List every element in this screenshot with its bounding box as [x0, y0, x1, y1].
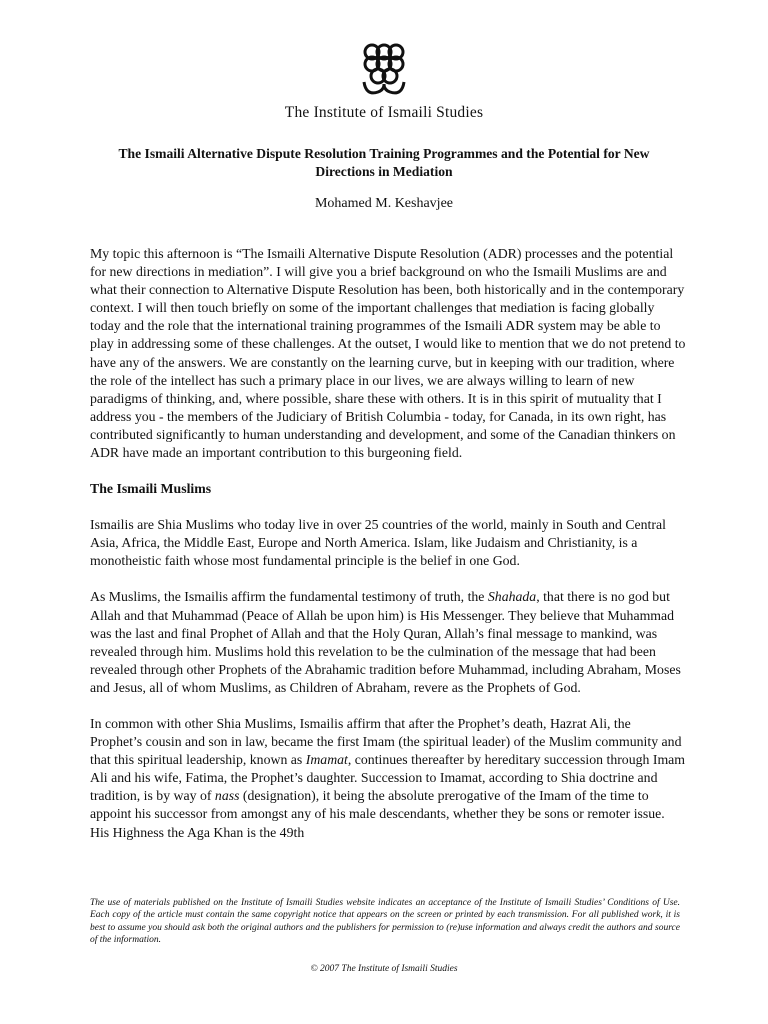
paragraph-text: , continues thereafter by hereditary succession through Imam Ali and his wife, Fatima, the Prophet’s daughter. Succession to Imamat, according to Shia doctrine and tradition, is by way of	[90, 752, 686, 804]
paragraph-imamat	[90, 715, 686, 842]
paragraph-text: In common with other Shia Muslims, Ismailis affirm that after the Prophet’s death, Hazrat Ali, the Prophet’s cousin and son in law, became the first Imam (the spiritual leader) of the Muslim community and that this spiritual leadership, known as	[90, 715, 682, 768]
ismaili-knot-logo-icon	[356, 42, 412, 102]
section-heading: The Ismaili Muslims	[90, 481, 212, 497]
italic-term-shahada: Shahada	[487, 589, 537, 605]
paragraph-text: (designation), it being the absolute prerogative of the Imam of the time to appoint his successor from amongst any of his male descendants, whether they be sons or remoter issue. His Highness the Aga Khan is the 49th	[90, 788, 665, 840]
copyright-notice: © 2007 The Institute of Ismaili Studies	[310, 964, 458, 974]
institute-name: The Institute of Ismaili Studies	[284, 104, 484, 121]
paragraph-text: , that there is no god but Allah and that Muhammad (Peace of Allah be upon him) is His Messenger. They believe that Muhammad was the last and final Prophet of Allah and that the Holy Quran, Allah’s final message to mankind, was revealed through him. Muslims hold this revelation to be the culmination of the message that had been revealed through other Prophets of the Abrahamic tradition before Muhammad, including Abraham, Moses and Jesus, all of whom Muslims, as Children of Abraham, revere as the Prophets of God.	[90, 589, 681, 695]
document-title: The Ismaili Alternative Dispute Resolution Training Programmes and the Potential for New Directions in Mediation	[118, 146, 650, 179]
author-name: Mohamed M. Keshavjee	[314, 196, 454, 211]
paragraph-shahada	[90, 588, 686, 697]
paragraph-ismailis: Ismailis are Shia Muslims who today live in over 25 countries of the world, mainly in South and Central Asia, Africa, the Middle East, Europe and North America. Islam, like Judaism and Christianity, is a monotheistic faith whose most fundamental principle is the belief in one God.	[90, 517, 666, 569]
intro-paragraph: My topic this afternoon is “The Ismaili Alternative Dispute Resolution (ADR) processes and the potential for new directions in mediation”. I will give you a brief background on who the Ismaili Muslims are and what their connection to Alternative Dispute Resolution has been, both historically and in the contemporary context. I will then touch briefly on some of the important challenges that mediation is facing globally today and the role that the international training programmes of the Ismaili ADR system may be able to play in addressing some of these challenges. At the outset, I would like to mention that we do not pretend to have any of the answers. We are constantly on the learning curve, but in keeping with our tradition, where the role of the intellect has such a primary place in our lives, we are always willing to learn of new paradigms of thinking, and, where possible, share these with others. It is in this spirit of mutuality that I address you - the members of the Judiciary of British Columbia - today, for Canada, in its own right, has contributed significantly to human understanding and development, and some of the Canadian thinkers on ADR have made an important contribution to this burgeoning field.	[90, 246, 686, 461]
italic-term-imamat: Imamat	[305, 752, 348, 768]
italic-term-nass: nass	[214, 788, 240, 804]
paragraph-text: As Muslims, the Ismailis affirm the fundamental testimony of truth, the	[90, 589, 488, 605]
document-body	[90, 245, 686, 860]
terms-of-use-note: The use of materials published on the Institute of Ismaili Studies website indicates an acceptance of the Institute of Ismaili Studies’ Conditions of Use. Each copy of the article must contain the same copyright notice that appears on the screen or printed by each transmission. For all published work, it is best to assume you should ask both the original authors and the publishers for permission to (re)use information and always credit the authors and source of the information.	[90, 898, 680, 946]
